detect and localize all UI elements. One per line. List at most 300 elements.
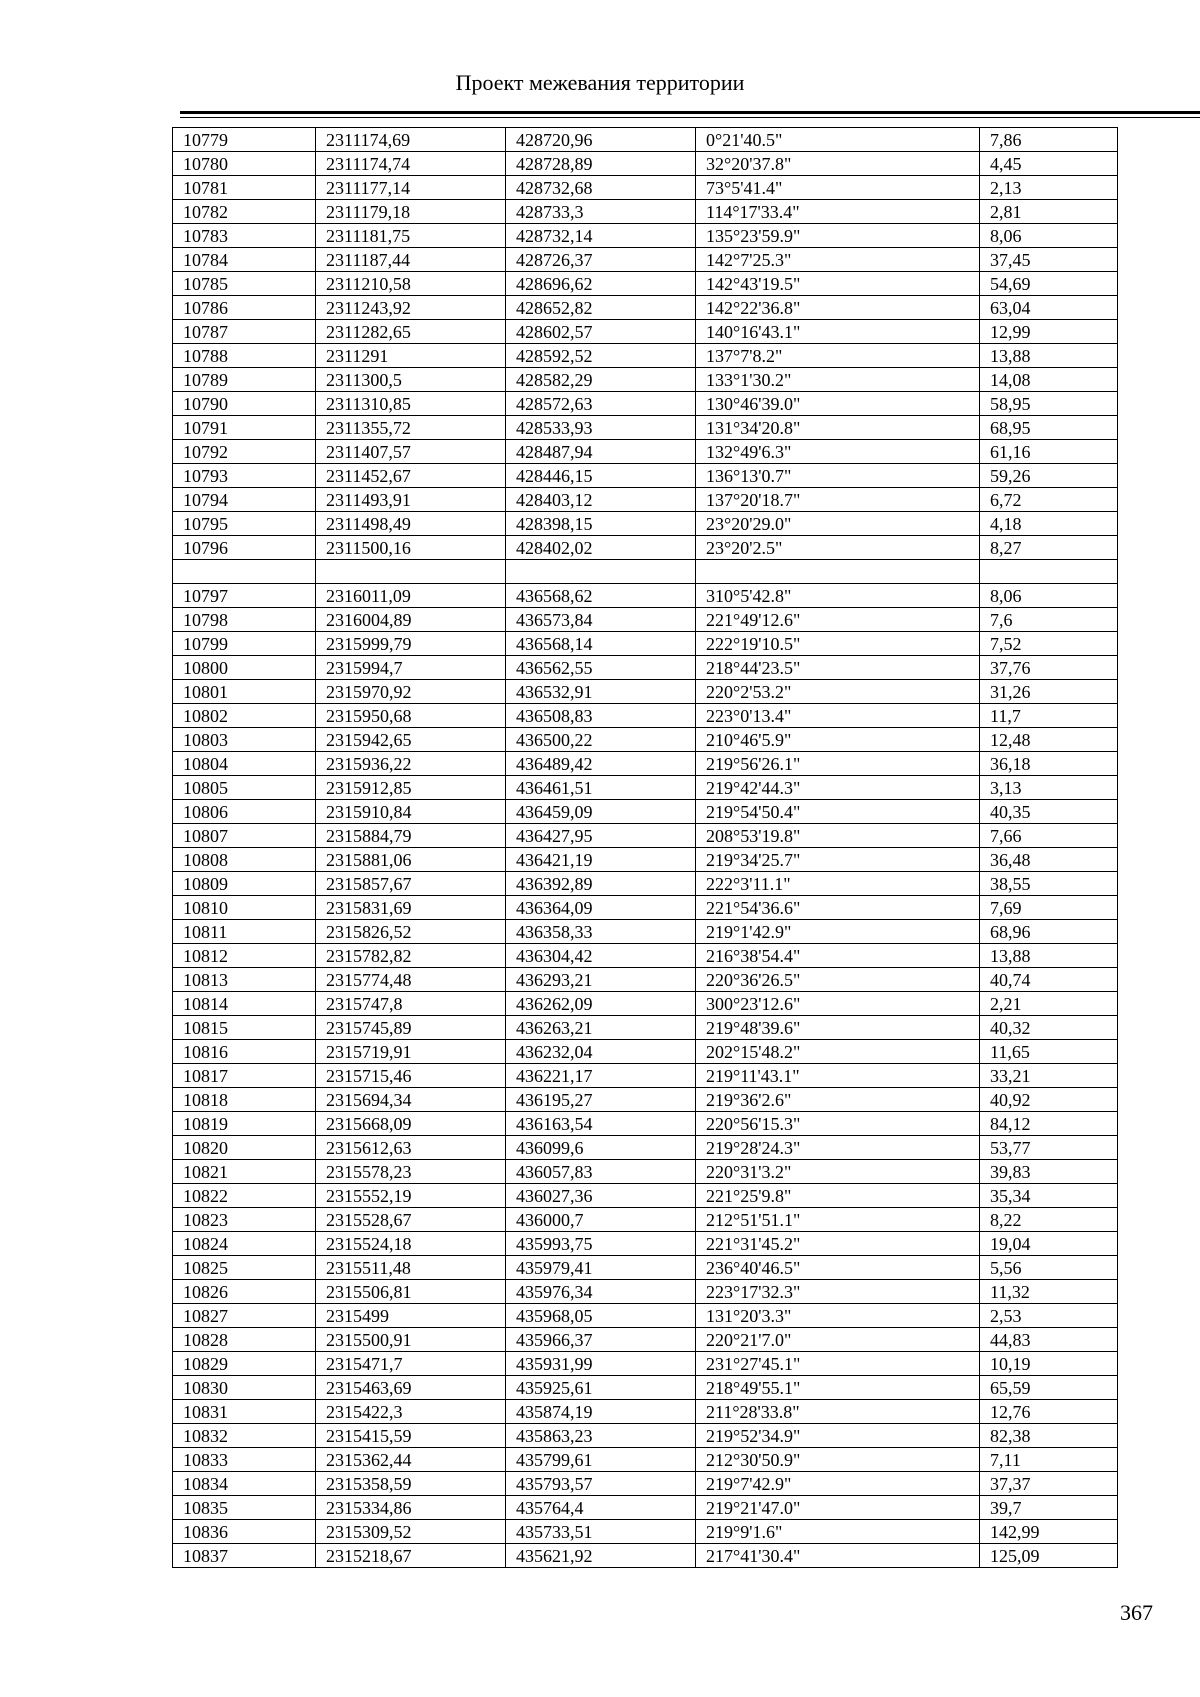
bearing-cell: 220°56'15.3" (696, 1112, 980, 1136)
y-coordinate-cell: 428403,12 (506, 488, 696, 512)
bearing-cell: 219°54'50.4" (696, 800, 980, 824)
y-coordinate-cell: 436163,54 (506, 1112, 696, 1136)
point-number-cell: 10812 (173, 944, 316, 968)
bearing-cell: 211°28'33.8" (696, 1400, 980, 1424)
table-row (173, 1208, 1118, 1232)
point-number-cell: 10820 (173, 1136, 316, 1160)
x-coordinate-cell: 2315826,52 (316, 920, 506, 944)
bearing-cell: 216°38'54.4" (696, 944, 980, 968)
point-number-cell: 10799 (173, 632, 316, 656)
bearing-cell: 135°23'59.9" (696, 224, 980, 248)
bearing-cell: 73°5'41.4" (696, 176, 980, 200)
point-number-cell: 10816 (173, 1040, 316, 1064)
distance-cell: 8,06 (980, 224, 1118, 248)
table-row (173, 416, 1118, 440)
y-coordinate-cell: 428533,93 (506, 416, 696, 440)
bearing-cell: 219°36'2.6" (696, 1088, 980, 1112)
header-rule-thin (180, 117, 1200, 118)
table-row (173, 1160, 1118, 1184)
distance-cell: 19,04 (980, 1232, 1118, 1256)
distance-cell: 65,59 (980, 1376, 1118, 1400)
y-coordinate-cell: 435733,51 (506, 1520, 696, 1544)
point-number-cell: 10836 (173, 1520, 316, 1544)
point-number-cell: 10795 (173, 512, 316, 536)
x-coordinate-cell: 2315994,7 (316, 656, 506, 680)
bearing-cell: 220°21'7.0" (696, 1328, 980, 1352)
table-row (173, 608, 1118, 632)
table-row (173, 1016, 1118, 1040)
x-coordinate-cell: 2315358,59 (316, 1472, 506, 1496)
distance-cell: 40,74 (980, 968, 1118, 992)
distance-cell: 13,88 (980, 344, 1118, 368)
bearing-cell: 131°34'20.8" (696, 416, 980, 440)
point-number-cell: 10826 (173, 1280, 316, 1304)
distance-cell: 142,99 (980, 1520, 1118, 1544)
y-coordinate-cell: 436500,22 (506, 728, 696, 752)
bearing-cell: 221°54'36.6" (696, 896, 980, 920)
bearing-cell: 222°19'10.5" (696, 632, 980, 656)
y-coordinate-cell: 428582,29 (506, 368, 696, 392)
x-coordinate-cell: 2311174,74 (316, 152, 506, 176)
x-coordinate-cell: 2315612,63 (316, 1136, 506, 1160)
distance-cell: 61,16 (980, 440, 1118, 464)
distance-cell: 6,72 (980, 488, 1118, 512)
table-row (173, 776, 1118, 800)
table-row (173, 1472, 1118, 1496)
y-coordinate-cell: 436427,95 (506, 824, 696, 848)
distance-cell: 5,56 (980, 1256, 1118, 1280)
distance-cell: 125,09 (980, 1544, 1118, 1568)
y-coordinate-cell: 436027,36 (506, 1184, 696, 1208)
bearing-cell: 219°11'43.1" (696, 1064, 980, 1088)
distance-cell: 8,27 (980, 536, 1118, 560)
bearing-cell: 219°9'1.6" (696, 1520, 980, 1544)
y-coordinate-cell: 428720,96 (506, 128, 696, 152)
point-number-cell: 10833 (173, 1448, 316, 1472)
point-number-cell: 10786 (173, 296, 316, 320)
point-number-cell: 10803 (173, 728, 316, 752)
point-number-cell: 10788 (173, 344, 316, 368)
distance-cell: 37,37 (980, 1472, 1118, 1496)
bearing-cell: 219°56'26.1" (696, 752, 980, 776)
x-coordinate-cell: 2315334,86 (316, 1496, 506, 1520)
table-row (173, 1064, 1118, 1088)
x-coordinate-cell: 2311177,14 (316, 176, 506, 200)
y-coordinate-cell: 435764,4 (506, 1496, 696, 1520)
bearing-cell: 222°3'11.1" (696, 872, 980, 896)
bearing-cell: 114°17'33.4" (696, 200, 980, 224)
point-number-cell: 10781 (173, 176, 316, 200)
bearing-cell: 231°27'45.1" (696, 1352, 980, 1376)
x-coordinate-cell: 2311187,44 (316, 248, 506, 272)
table-row (173, 536, 1118, 560)
point-number-cell: 10824 (173, 1232, 316, 1256)
bearing-cell: 218°44'23.5" (696, 656, 980, 680)
table-row (173, 824, 1118, 848)
x-coordinate-cell: 2311355,72 (316, 416, 506, 440)
bearing-cell: 210°46'5.9" (696, 728, 980, 752)
table-row (173, 1352, 1118, 1376)
y-coordinate-cell: 436508,83 (506, 704, 696, 728)
table-row (173, 728, 1118, 752)
distance-cell: 12,76 (980, 1400, 1118, 1424)
bearing-cell: 219°42'44.3" (696, 776, 980, 800)
x-coordinate-cell: 2311174,69 (316, 128, 506, 152)
table-row (173, 392, 1118, 416)
x-coordinate-cell: 2315578,23 (316, 1160, 506, 1184)
y-coordinate-cell: 428398,15 (506, 512, 696, 536)
bearing-cell: 208°53'19.8" (696, 824, 980, 848)
point-number-cell: 10780 (173, 152, 316, 176)
bearing-cell: 23°20'2.5" (696, 536, 980, 560)
bearing-cell: 236°40'46.5" (696, 1256, 980, 1280)
bearing-cell: 137°7'8.2" (696, 344, 980, 368)
table-row (173, 1400, 1118, 1424)
x-coordinate-cell: 2311210,58 (316, 272, 506, 296)
distance-cell: 4,18 (980, 512, 1118, 536)
distance-cell: 33,21 (980, 1064, 1118, 1088)
point-number-cell (173, 560, 316, 584)
distance-cell: 11,7 (980, 704, 1118, 728)
table-row (173, 320, 1118, 344)
table-row (173, 1088, 1118, 1112)
distance-cell: 7,52 (980, 632, 1118, 656)
y-coordinate-cell: 435976,34 (506, 1280, 696, 1304)
y-coordinate-cell: 436221,17 (506, 1064, 696, 1088)
bearing-cell: 221°49'12.6" (696, 608, 980, 632)
bearing-cell: 217°41'30.4" (696, 1544, 980, 1568)
bearing-cell: 137°20'18.7" (696, 488, 980, 512)
distance-cell: 10,19 (980, 1352, 1118, 1376)
coordinates-table (172, 127, 1118, 1568)
distance-cell: 4,45 (980, 152, 1118, 176)
bearing-cell: 202°15'48.2" (696, 1040, 980, 1064)
table-row (173, 128, 1118, 152)
y-coordinate-cell: 428402,02 (506, 536, 696, 560)
point-number-cell: 10792 (173, 440, 316, 464)
x-coordinate-cell: 2315499 (316, 1304, 506, 1328)
bearing-cell: 131°20'3.3" (696, 1304, 980, 1328)
y-coordinate-cell: 436099,6 (506, 1136, 696, 1160)
x-coordinate-cell: 2311179,18 (316, 200, 506, 224)
point-number-cell: 10790 (173, 392, 316, 416)
table-row (173, 896, 1118, 920)
bearing-cell: 219°28'24.3" (696, 1136, 980, 1160)
x-coordinate-cell: 2315782,82 (316, 944, 506, 968)
x-coordinate-cell: 2315422,3 (316, 1400, 506, 1424)
table-row (173, 584, 1118, 608)
table-row (173, 920, 1118, 944)
distance-cell: 82,38 (980, 1424, 1118, 1448)
table-row (173, 704, 1118, 728)
distance-cell: 13,88 (980, 944, 1118, 968)
table-row (173, 200, 1118, 224)
table-row (173, 752, 1118, 776)
x-coordinate-cell: 2315463,69 (316, 1376, 506, 1400)
y-coordinate-cell: 428652,82 (506, 296, 696, 320)
x-coordinate-cell: 2315500,91 (316, 1328, 506, 1352)
bearing-cell: 220°36'26.5" (696, 968, 980, 992)
table-row (173, 1232, 1118, 1256)
page-header-title: Проект межевания территории (455, 70, 745, 95)
distance-cell: 39,83 (980, 1160, 1118, 1184)
distance-cell: 7,66 (980, 824, 1118, 848)
y-coordinate-cell: 435799,61 (506, 1448, 696, 1472)
distance-cell: 2,21 (980, 992, 1118, 1016)
x-coordinate-cell: 2315747,8 (316, 992, 506, 1016)
y-coordinate-cell: 436000,7 (506, 1208, 696, 1232)
y-coordinate-cell: 428728,89 (506, 152, 696, 176)
y-coordinate-cell: 428487,94 (506, 440, 696, 464)
y-coordinate-cell: 428733,3 (506, 200, 696, 224)
x-coordinate-cell: 2315745,89 (316, 1016, 506, 1040)
bearing-cell: 221°25'9.8" (696, 1184, 980, 1208)
y-coordinate-cell: 436262,09 (506, 992, 696, 1016)
bearing-cell: 133°1'30.2" (696, 368, 980, 392)
y-coordinate-cell: 428602,57 (506, 320, 696, 344)
y-coordinate-cell: 435931,99 (506, 1352, 696, 1376)
x-coordinate-cell: 2315942,65 (316, 728, 506, 752)
y-coordinate-cell: 436358,33 (506, 920, 696, 944)
table-row (173, 1304, 1118, 1328)
y-coordinate-cell: 436489,42 (506, 752, 696, 776)
y-coordinate-cell: 436532,91 (506, 680, 696, 704)
y-coordinate-cell: 436364,09 (506, 896, 696, 920)
y-coordinate-cell: 435925,61 (506, 1376, 696, 1400)
point-number-cell: 10823 (173, 1208, 316, 1232)
bearing-cell: 130°46'39.0" (696, 392, 980, 416)
bearing-cell: 212°30'50.9" (696, 1448, 980, 1472)
distance-cell: 44,83 (980, 1328, 1118, 1352)
bearing-cell: 223°17'32.3" (696, 1280, 980, 1304)
x-coordinate-cell: 2311493,91 (316, 488, 506, 512)
y-coordinate-cell: 428726,37 (506, 248, 696, 272)
point-number-cell: 10830 (173, 1376, 316, 1400)
point-number-cell: 10782 (173, 200, 316, 224)
point-number-cell: 10809 (173, 872, 316, 896)
point-number-cell: 10822 (173, 1184, 316, 1208)
x-coordinate-cell: 2315471,7 (316, 1352, 506, 1376)
table-row (173, 944, 1118, 968)
table-row (173, 1376, 1118, 1400)
distance-cell: 35,34 (980, 1184, 1118, 1208)
distance-cell: 12,48 (980, 728, 1118, 752)
y-coordinate-cell: 435793,57 (506, 1472, 696, 1496)
point-number-cell: 10800 (173, 656, 316, 680)
distance-cell: 39,7 (980, 1496, 1118, 1520)
x-coordinate-cell: 2311243,92 (316, 296, 506, 320)
point-number-cell: 10798 (173, 608, 316, 632)
bearing-cell: 132°49'6.3" (696, 440, 980, 464)
x-coordinate-cell: 2311291 (316, 344, 506, 368)
table-row (173, 464, 1118, 488)
table-row (173, 176, 1118, 200)
x-coordinate-cell: 2315774,48 (316, 968, 506, 992)
bearing-cell: 310°5'42.8" (696, 584, 980, 608)
distance-cell: 2,53 (980, 1304, 1118, 1328)
y-coordinate-cell: 428696,62 (506, 272, 696, 296)
point-number-cell: 10818 (173, 1088, 316, 1112)
point-number-cell: 10819 (173, 1112, 316, 1136)
point-number-cell: 10784 (173, 248, 316, 272)
point-number-cell: 10834 (173, 1472, 316, 1496)
x-coordinate-cell: 2316011,09 (316, 584, 506, 608)
y-coordinate-cell (506, 560, 696, 584)
distance-cell: 68,96 (980, 920, 1118, 944)
point-number-cell: 10793 (173, 464, 316, 488)
x-coordinate-cell: 2311500,16 (316, 536, 506, 560)
bearing-cell: 218°49'55.1" (696, 1376, 980, 1400)
x-coordinate-cell: 2315362,44 (316, 1448, 506, 1472)
x-coordinate-cell: 2315831,69 (316, 896, 506, 920)
y-coordinate-cell: 436304,42 (506, 944, 696, 968)
table-row (173, 680, 1118, 704)
table-row (173, 872, 1118, 896)
distance-cell: 14,08 (980, 368, 1118, 392)
bearing-cell (696, 560, 980, 584)
table-row (173, 1424, 1118, 1448)
point-number-cell: 10825 (173, 1256, 316, 1280)
bearing-cell: 220°2'53.2" (696, 680, 980, 704)
distance-cell: 7,11 (980, 1448, 1118, 1472)
point-number-cell: 10791 (173, 416, 316, 440)
x-coordinate-cell: 2311310,85 (316, 392, 506, 416)
y-coordinate-cell: 435966,37 (506, 1328, 696, 1352)
distance-cell: 2,81 (980, 200, 1118, 224)
table-row (173, 968, 1118, 992)
bearing-cell: 136°13'0.7" (696, 464, 980, 488)
y-coordinate-cell: 435621,92 (506, 1544, 696, 1568)
header-rule-thick (180, 111, 1200, 114)
table-row (173, 848, 1118, 872)
distance-cell: 11,32 (980, 1280, 1118, 1304)
x-coordinate-cell: 2311300,5 (316, 368, 506, 392)
x-coordinate-cell: 2315970,92 (316, 680, 506, 704)
x-coordinate-cell: 2315999,79 (316, 632, 506, 656)
distance-cell: 53,77 (980, 1136, 1118, 1160)
table-row (173, 992, 1118, 1016)
y-coordinate-cell: 436461,51 (506, 776, 696, 800)
y-coordinate-cell: 436562,55 (506, 656, 696, 680)
x-coordinate-cell (316, 560, 506, 584)
distance-cell: 2,13 (980, 176, 1118, 200)
point-number-cell: 10806 (173, 800, 316, 824)
bearing-cell: 0°21'40.5" (696, 128, 980, 152)
bearing-cell: 219°1'42.9" (696, 920, 980, 944)
point-number-cell: 10789 (173, 368, 316, 392)
point-number-cell: 10835 (173, 1496, 316, 1520)
y-coordinate-cell: 436232,04 (506, 1040, 696, 1064)
x-coordinate-cell: 2315719,91 (316, 1040, 506, 1064)
table-row (173, 272, 1118, 296)
x-coordinate-cell: 2315715,46 (316, 1064, 506, 1088)
x-coordinate-cell: 2311407,57 (316, 440, 506, 464)
distance-cell: 3,13 (980, 776, 1118, 800)
y-coordinate-cell: 435993,75 (506, 1232, 696, 1256)
point-number-cell: 10808 (173, 848, 316, 872)
x-coordinate-cell: 2315881,06 (316, 848, 506, 872)
table-row (173, 1520, 1118, 1544)
table-row (173, 1544, 1118, 1568)
x-coordinate-cell: 2315694,34 (316, 1088, 506, 1112)
table-row (173, 1184, 1118, 1208)
x-coordinate-cell: 2315884,79 (316, 824, 506, 848)
y-coordinate-cell: 435863,23 (506, 1424, 696, 1448)
table-row (173, 1136, 1118, 1160)
y-coordinate-cell: 428732,14 (506, 224, 696, 248)
table-row (173, 368, 1118, 392)
table-row (173, 440, 1118, 464)
bearing-cell: 219°34'25.7" (696, 848, 980, 872)
distance-cell: 36,18 (980, 752, 1118, 776)
table-row (173, 1256, 1118, 1280)
y-coordinate-cell: 436263,21 (506, 1016, 696, 1040)
x-coordinate-cell: 2315857,67 (316, 872, 506, 896)
table-row (173, 1112, 1118, 1136)
table-row (173, 296, 1118, 320)
table-row (173, 224, 1118, 248)
y-coordinate-cell: 436573,84 (506, 608, 696, 632)
point-number-cell: 10807 (173, 824, 316, 848)
point-number-cell: 10817 (173, 1064, 316, 1088)
point-number-cell: 10805 (173, 776, 316, 800)
distance-cell: 58,95 (980, 392, 1118, 416)
bearing-cell: 221°31'45.2" (696, 1232, 980, 1256)
x-coordinate-cell: 2311452,67 (316, 464, 506, 488)
distance-cell: 37,76 (980, 656, 1118, 680)
point-number-cell: 10785 (173, 272, 316, 296)
x-coordinate-cell: 2311498,49 (316, 512, 506, 536)
y-coordinate-cell: 436195,27 (506, 1088, 696, 1112)
bearing-cell: 212°51'51.1" (696, 1208, 980, 1232)
point-number-cell: 10796 (173, 536, 316, 560)
point-number-cell: 10827 (173, 1304, 316, 1328)
distance-cell: 31,26 (980, 680, 1118, 704)
distance-cell: 11,65 (980, 1040, 1118, 1064)
distance-cell: 12,99 (980, 320, 1118, 344)
table-row (173, 488, 1118, 512)
table-row (173, 1448, 1118, 1472)
distance-cell: 7,69 (980, 896, 1118, 920)
point-number-cell: 10829 (173, 1352, 316, 1376)
bearing-cell: 32°20'37.8" (696, 152, 980, 176)
point-number-cell: 10802 (173, 704, 316, 728)
x-coordinate-cell: 2315524,18 (316, 1232, 506, 1256)
distance-cell: 54,69 (980, 272, 1118, 296)
y-coordinate-cell: 436459,09 (506, 800, 696, 824)
x-coordinate-cell: 2315511,48 (316, 1256, 506, 1280)
point-number-cell: 10801 (173, 680, 316, 704)
point-number-cell: 10815 (173, 1016, 316, 1040)
y-coordinate-cell: 436293,21 (506, 968, 696, 992)
point-number-cell: 10813 (173, 968, 316, 992)
y-coordinate-cell: 428592,52 (506, 344, 696, 368)
point-number-cell: 10787 (173, 320, 316, 344)
point-number-cell: 10811 (173, 920, 316, 944)
point-number-cell: 10810 (173, 896, 316, 920)
x-coordinate-cell: 2315910,84 (316, 800, 506, 824)
bearing-cell: 220°31'3.2" (696, 1160, 980, 1184)
x-coordinate-cell: 2315528,67 (316, 1208, 506, 1232)
x-coordinate-cell: 2315936,22 (316, 752, 506, 776)
table-row (173, 1328, 1118, 1352)
x-coordinate-cell: 2315950,68 (316, 704, 506, 728)
y-coordinate-cell: 435968,05 (506, 1304, 696, 1328)
point-number-cell: 10804 (173, 752, 316, 776)
table-row (173, 512, 1118, 536)
point-number-cell: 10779 (173, 128, 316, 152)
table-row (173, 344, 1118, 368)
